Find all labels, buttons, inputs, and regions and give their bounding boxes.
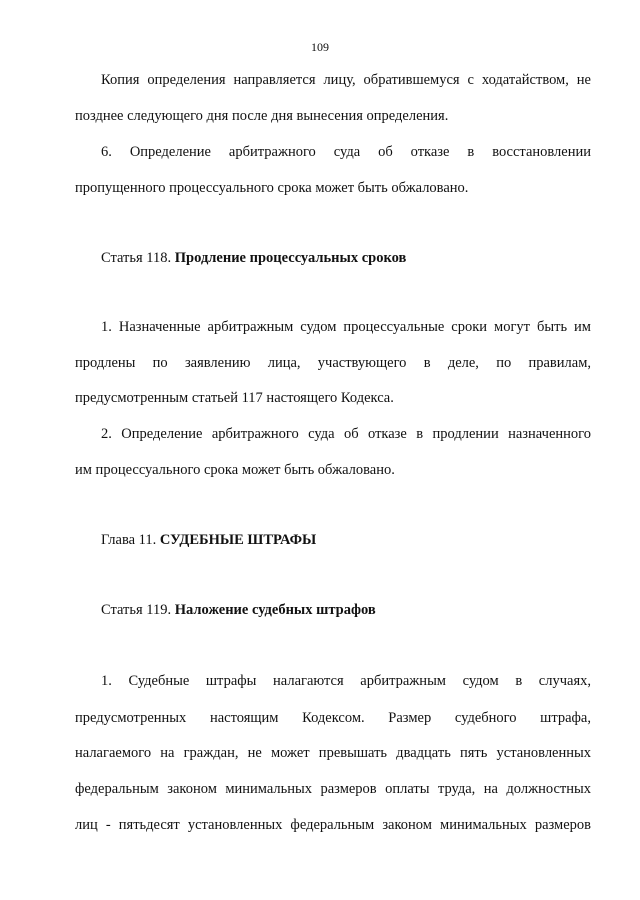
article-118-label: Статья 118. xyxy=(101,250,172,266)
paragraph-119-1-line-4: федеральным законом минимальных размеров оплаты труда, на должностных xyxy=(75,781,591,797)
paragraph-118-2-line-2: им процессуального срока может быть обжаловано. xyxy=(75,462,395,478)
paragraph-118-1-line-1: 1. Назначенные арбитражным судом процессуальные сроки могут быть им xyxy=(101,319,591,335)
article-118-title: Продление процессуальных сроков xyxy=(174,250,407,266)
paragraph-119-1-line-1: 1. Судебные штрафы налагаются арбитражным судом в случаях, xyxy=(101,673,591,689)
page-number: 109 xyxy=(311,40,329,54)
chapter-11-title: СУДЕБНЫЕ ШТРАФЫ xyxy=(159,532,317,548)
paragraph-copy-line-2: позднее следующего дня после дня вынесения определения. xyxy=(75,108,449,124)
chapter-11-heading xyxy=(101,532,316,549)
paragraph-118-1-line-3: предусмотренным статьей 117 настоящего Кодекса. xyxy=(75,390,394,406)
article-119-title: Наложение судебных штрафов xyxy=(174,602,376,618)
chapter-11-label: Глава 11. xyxy=(101,532,157,548)
paragraph-119-1-line-2: предусмотренных настоящим Кодексом. Размер судебного штрафа, xyxy=(75,710,591,726)
article-118-heading xyxy=(101,250,406,267)
paragraph-118-1-line-2: продлены по заявлению лица, участвующего в деле, по правилам, xyxy=(75,355,591,371)
paragraph-117-6-line-1: 6. Определение арбитражного суда об отказе в восстановлении xyxy=(101,144,591,160)
paragraph-119-1-line-3: налагаемого на граждан, не может превышать двадцать пять установленных xyxy=(75,745,591,761)
article-119-label: Статья 119. xyxy=(101,602,172,618)
paragraph-117-6-line-2: пропущенного процессуального срока может быть обжаловано. xyxy=(75,180,469,196)
paragraph-copy-line-1: Копия определения направляется лицу, обратившемуся с ходатайством, не xyxy=(101,72,591,88)
paragraph-118-2-line-1: 2. Определение арбитражного суда об отказе в продлении назначенного xyxy=(101,426,591,442)
paragraph-119-1-line-5: лиц - пятьдесят установленных федеральным законом минимальных размеров xyxy=(75,817,591,833)
article-119-heading xyxy=(101,602,376,619)
